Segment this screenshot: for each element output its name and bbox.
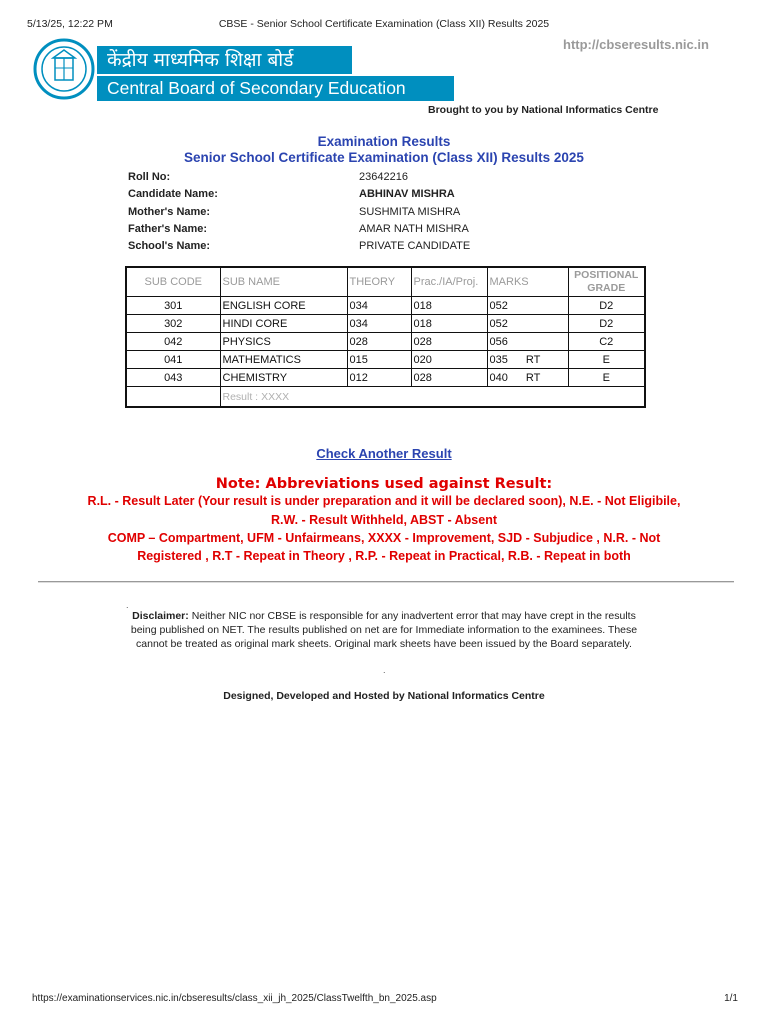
table-row <box>126 369 645 387</box>
cell-marks <box>487 315 568 333</box>
cell-theory: 034 <box>347 315 411 333</box>
header-prac: Prac./IA/Proj. <box>411 267 487 297</box>
table-row <box>126 333 645 351</box>
disclaimer-dot: . <box>383 665 386 675</box>
mother-name-label: Mother's Name: <box>128 206 211 218</box>
board-name-hindi: केंद्रीय माध्यमिक शिक्षा बोर्ड <box>97 46 352 74</box>
designed-by-text: Designed, Developed and Hosted by National Informatics Centre <box>223 690 545 702</box>
header-sub-code: SUB CODE <box>126 267 220 297</box>
marks-remark: RT <box>525 353 541 366</box>
board-name-english: Central Board of Secondary Education <box>97 76 454 101</box>
cell-sub-code: 041 <box>126 351 220 369</box>
cell-theory: 034 <box>347 297 411 315</box>
result-label: Result : <box>222 390 259 403</box>
roll-no-label: Roll No: <box>128 171 171 183</box>
cell-grade: E <box>568 369 645 387</box>
table-header-row <box>126 267 645 297</box>
cell-marks <box>487 369 568 387</box>
disclaimer-body: Neither NIC nor CBSE is responsible for any inadvertent error that may have crept in the results being published on NET. The results published on net are for Immediate information to the examinees. These cannot be treated as original mark sheets. Original mark sheets have been issued by the Board separately. <box>130 610 638 650</box>
print-date: 5/13/25, 12:22 PM <box>27 18 113 30</box>
candidate-name-label: Candidate Name: <box>128 188 218 200</box>
cell-prac: 028 <box>411 369 487 387</box>
cell-theory: 015 <box>347 351 411 369</box>
print-footer-url: https://examinationservices.nic.in/cbseresults/class_xii_jh_2025/ClassTwelfth_bn_2025.asp <box>32 993 437 1004</box>
father-name-value: AMAR NATH MISHRA <box>359 223 469 235</box>
school-name-value: PRIVATE CANDIDATE <box>359 240 471 252</box>
marks-value: 040 <box>489 371 508 384</box>
disclaimer-text <box>125 609 643 651</box>
check-another-result-link[interactable]: Check Another Result <box>316 446 452 461</box>
father-name-label: Father's Name: <box>128 223 208 235</box>
note-line: R.W. - Result Withheld, ABST - Absent <box>270 513 498 527</box>
cell-sub-code: 302 <box>126 315 220 333</box>
result-row <box>126 387 645 408</box>
cell-grade: E <box>568 351 645 369</box>
cell-sub-name: MATHEMATICS <box>220 351 347 369</box>
marks-value: 052 <box>489 299 508 312</box>
table-row <box>126 297 645 315</box>
cell-theory: 028 <box>347 333 411 351</box>
table-row <box>126 315 645 333</box>
header-grade-line2: GRADE <box>587 282 626 294</box>
cell-prac: 028 <box>411 333 487 351</box>
disclaimer-label: Disclaimer: <box>132 610 189 622</box>
print-page-title: CBSE - Senior School Certificate Examination (Class XII) Results 2025 <box>218 18 550 30</box>
cell-marks <box>487 333 568 351</box>
mother-name-value: SUSHMITA MISHRA <box>359 206 461 218</box>
header-grade-line1: POSITIONAL <box>574 269 639 281</box>
result-cell <box>220 387 645 408</box>
cell-prac: 020 <box>411 351 487 369</box>
site-url[interactable]: http://cbseresults.nic.in <box>563 37 709 52</box>
cell-sub-code: 043 <box>126 369 220 387</box>
brought-by-text: Brought to you by National Informatics Centre <box>428 104 659 116</box>
note-line: R.L. - Result Later (Your result is under preparation and it will be declared soon), N.E. - Not Eligibile, <box>87 494 681 508</box>
note-line: COMP – Compartment, UFM - Unfairmeans, XXXX - Improvement, SJD - Subjudice , N.R. - Not <box>107 531 661 545</box>
marks-table <box>125 266 646 408</box>
exam-subtitle: Senior School Certificate Examination (Class XII) Results 2025 <box>184 150 584 165</box>
roll-no-value: 23642216 <box>359 171 408 183</box>
header-positional-grade <box>568 267 645 297</box>
candidate-name-value: ABHINAV MISHRA <box>359 188 455 200</box>
header-sub-name: SUB NAME <box>220 267 347 297</box>
cell-marks <box>487 297 568 315</box>
cell-sub-code: 301 <box>126 297 220 315</box>
disclaimer-dot: . <box>126 600 129 610</box>
school-name-label: School's Name: <box>128 240 211 252</box>
cell-sub-name: PHYSICS <box>220 333 347 351</box>
marks-remark: RT <box>525 371 541 384</box>
cell-grade: C2 <box>568 333 645 351</box>
cell-grade: D2 <box>568 297 645 315</box>
header-marks: MARKS <box>487 267 568 297</box>
cell-sub-code: 042 <box>126 333 220 351</box>
cell-grade: D2 <box>568 315 645 333</box>
note-title: Note: Abbreviations used against Result: <box>215 476 553 492</box>
cell-prac: 018 <box>411 315 487 333</box>
cell-marks <box>487 351 568 369</box>
cell-theory: 012 <box>347 369 411 387</box>
result-value: XXXX <box>261 390 290 403</box>
cell-prac: 018 <box>411 297 487 315</box>
cell-sub-name: ENGLISH CORE <box>220 297 347 315</box>
result-empty-cell <box>126 387 220 408</box>
cell-sub-name: HINDI CORE <box>220 315 347 333</box>
header-theory: THEORY <box>347 267 411 297</box>
marks-value: 052 <box>489 317 508 330</box>
marks-value: 056 <box>489 335 508 348</box>
note-line: Registered , R.T - Repeat in Theory , R.P. - Repeat in Practical, R.B. - Repeat in both <box>137 549 631 563</box>
exam-title: Examination Results <box>317 134 451 149</box>
table-row <box>126 351 645 369</box>
divider <box>38 581 734 583</box>
print-page-number: 1/1 <box>724 993 738 1004</box>
marks-value: 035 <box>489 353 508 366</box>
cell-sub-name: CHEMISTRY <box>220 369 347 387</box>
cbse-logo-icon <box>33 38 95 100</box>
